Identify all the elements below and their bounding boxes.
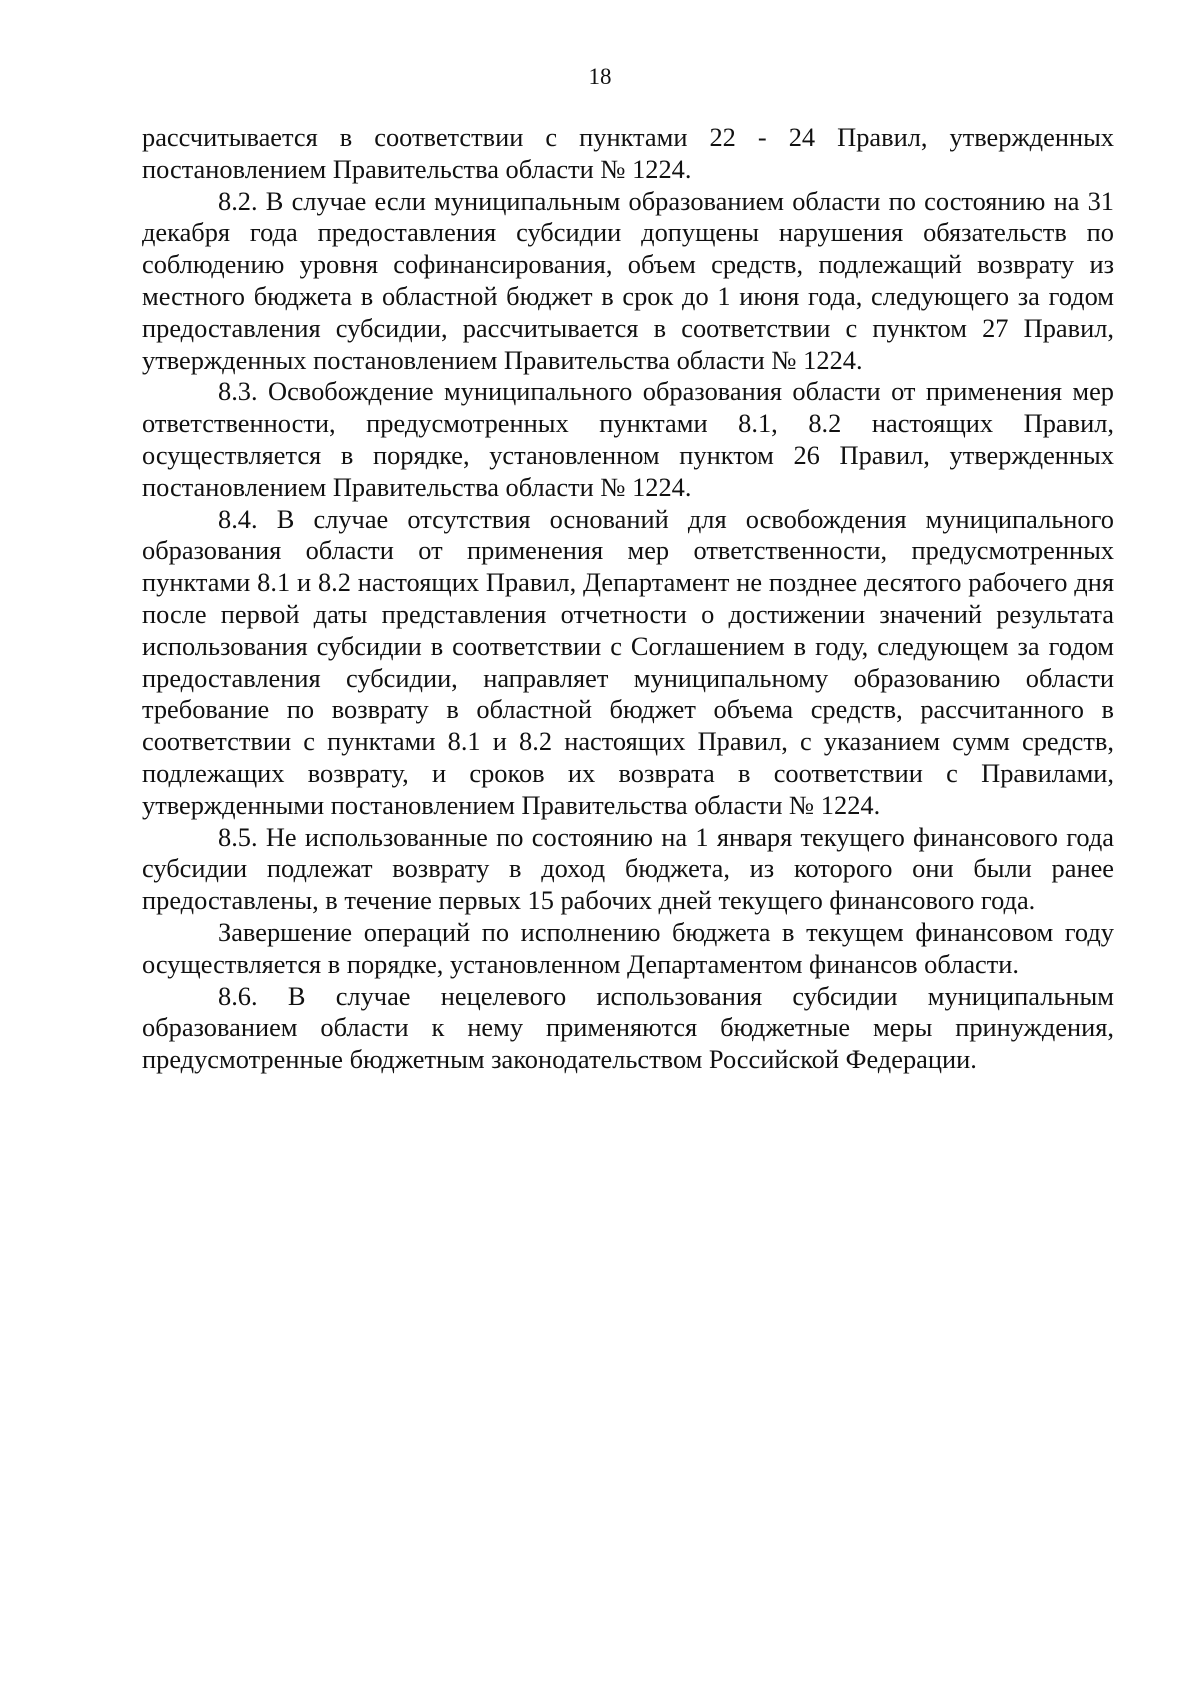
- page-number: 18: [588, 64, 612, 89]
- paragraph-8-3: 8.3. Освобождение муниципального образования области от применения мер ответственности, предусмотренных пунктами 8.1, 8.2 настоящих Правил, осуществляется в порядке, установленном пунктом 26 Правил, утвержденных постановлением Правительства области № 1224.: [142, 376, 1114, 502]
- paragraph-8-6: 8.6. В случае нецелевого использования субсидии муниципальным образованием области к нему применяются бюджетные меры принуждения, предусмотренные бюджетным законодательством Российской Федерации.: [142, 980, 1114, 1075]
- paragraph-8-4: 8.4. В случае отсутствия оснований для освобождения муниципального образования области от применения мер ответственности, предусмотренных пунктами 8.1 и 8.2 настоящих Правил, Департамент не позднее десятого рабочего дня после первой даты представления отчетности о достижении значений результата использования субсидии в соответствии с Соглашением в году, следующем за годом предоставления субсидии, направляет муниципальному образованию области требование по возврату в областной бюджет объема средств, рассчитанного в соответствии с пунктами 8.1 и 8.2 настоящих Правил, с указанием сумм средств, подлежащих возврату, и сроков их возврата в соответствии с Правилами, утвержденными постановлением Правительства области № 1224.: [142, 503, 1114, 820]
- paragraph-budget-completion: Завершение операций по исполнению бюджета в текущем финансовом году осуществляется в порядке, установленном Департаментом финансов области.: [142, 916, 1114, 979]
- paragraph-8-5: 8.5. Не использованные по состоянию на 1 января текущего финансового года субсидии подлежат возврату в доход бюджета, из которого они были ранее предоставлены, в течение первых 15 рабочих дней текущего финансового года.: [142, 821, 1114, 916]
- document-body: [142, 122, 1114, 1076]
- paragraph-continuation: рассчитывается в соответствии с пунктами 22 - 24 Правил, утвержденных постановлением Правительства области № 1224.: [142, 122, 1114, 184]
- paragraph-8-2: 8.2. В случае если муниципальным образованием области по состоянию на 31 декабря года предоставления субсидии допущены нарушения обязательств по соблюдению уровня софинансирования, объем средств, подлежащий возврату из местного бюджета в областной бюджет в срок до 1 июня года, следующего за годом предоставления субсидии, рассчитывается в соответствии с пунктом 27 Правил, утвержденных постановлением Правительства области № 1224.: [142, 185, 1114, 375]
